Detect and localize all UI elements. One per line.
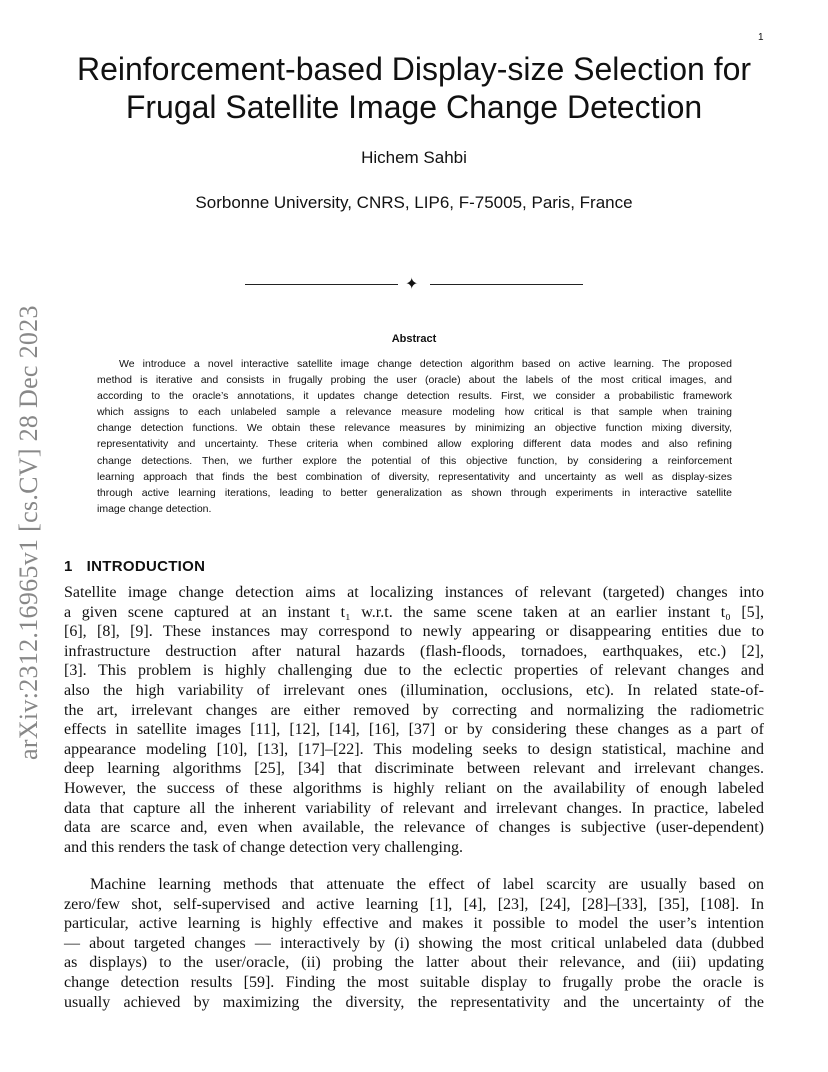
abstract-line: We introduce a novel interactive satellite image change detection algorithm based on active learning. The proposed xyxy=(119,358,732,370)
abstract-line: change detection functions. We obtain these relevance measures by minimizing an objective function mixing diversity, xyxy=(97,422,732,435)
paragraph-line: [6], [8], [9]. These instances may correspond to newly appearing or disappearing entities due to xyxy=(64,623,764,641)
paragraph-line: — about targeted changes — interactively by (i) showing the most critical unlabeled data (dubbed xyxy=(64,934,764,952)
title-separator xyxy=(245,275,583,295)
introduction-paragraph-1 xyxy=(64,583,764,857)
abstract-body xyxy=(97,356,732,517)
separator-diamond-icon: ✦ xyxy=(405,274,419,293)
paragraph-line: and this renders the task of change detection very challenging. xyxy=(64,838,463,856)
paragraph-line: Machine learning methods that attenuate the effect of label scarcity are usually based on xyxy=(90,876,764,893)
paper-title xyxy=(60,50,768,126)
abstract-line: change detections. Then, we further explore the potential of this objective function, by considering a reinforcement xyxy=(97,454,732,467)
paragraph-line: data are scarce and, even when available, the relevance of changes is subjective (user-dependent) xyxy=(64,819,764,837)
abstract-heading: Abstract xyxy=(391,333,437,345)
abstract-line: learning approach that finds the best combination of diversity, representativity and uncertainty as well as display-sizes xyxy=(97,470,732,483)
section-title: INTRODUCTION xyxy=(86,558,206,575)
abstract-line: according to the oracle’s annotations, it updates change detection results. First, we consider a probabilistic framework xyxy=(97,390,732,403)
paragraph-line: Satellite image change detection aims at localizing instances of relevant (targeted) changes into xyxy=(64,584,764,601)
title-line-1: Reinforcement-based Display-size Selection for xyxy=(76,51,752,87)
author-affiliation: Sorbonne University, CNRS, LIP6, F-75005, Paris, France xyxy=(195,193,633,212)
introduction-paragraph-2 xyxy=(64,875,764,1012)
section-number: 1 xyxy=(64,558,73,575)
paragraph-line: infrastructure destruction after natural hazards (flash-floods, tornadoes, earthquakes, etc.) [2], xyxy=(64,642,764,660)
paragraph-line: [3]. This problem is highly challenging due to the eclectic properties of relevant changes and xyxy=(64,662,764,680)
paragraph-line: appearance modeling [10], [13], [17]–[22]. This modeling seeks to design statistical, machine and xyxy=(64,740,764,758)
paragraph-line: as displays) to the user/oracle, (ii) probing the latter about their relevance, and (iii) updating xyxy=(64,954,764,972)
paragraph-line: data that capture all the inherent variability of relevant and irrelevant changes. In practice, labeled xyxy=(64,799,764,817)
paragraph-line: deep learning algorithms [25], [34] that discriminate between relevant and irrelevant changes. xyxy=(64,760,764,778)
abstract-line: method is iterative and consists in frugally probing the user (oracle) about the labels of the most critical images, and xyxy=(97,374,732,387)
author-name: Hichem Sahbi xyxy=(361,148,467,167)
separator-line-left xyxy=(245,284,398,285)
paragraph-line: effects in satellite images [11], [12], [14], [16], [37] or by considering these changes as a part of xyxy=(64,721,764,739)
paragraph-line: particular, active learning is highly effective and makes it possible to model the user’s intention xyxy=(64,915,764,933)
paragraph-line: However, the success of these algorithms is highly reliant on the availability of enough labeled xyxy=(64,779,764,797)
paragraph-line: zero/few shot, self-supervised and active learning [1], [4], [23], [24], [28]–[33], [35], [108]. In xyxy=(64,895,764,913)
section-heading-introduction xyxy=(64,558,205,575)
paragraph-line: a given scene captured at an instant t₁ w.r.t. the same scene taken at an earlier instant t₀ [5], xyxy=(64,603,764,621)
arxiv-identifier-stamp: arXiv:2312.16965v1 [cs.CV] 28 Dec 2023 xyxy=(14,305,43,760)
abstract-line: representativity and uncertainty. These criteria when combined allow exploring different data modes and also refining xyxy=(97,438,732,451)
title-line-2: Frugal Satellite Image Change Detection xyxy=(125,89,703,125)
separator-line-right xyxy=(430,284,583,285)
paragraph-line: usually achieved by maximizing the diversity, the representativity and the uncertainty of the xyxy=(64,993,764,1011)
abstract-line: which assigns to each unlabeled sample a relevance measure modeling how critical is that sample when training xyxy=(97,406,732,419)
paragraph-line: also the high variability of irrelevant ones (illumination, occlusions, etc). In related state-of- xyxy=(64,681,764,699)
paragraph-line: the art, irrelevant changes are either removed by correcting and normalizing the radiometric xyxy=(64,701,764,719)
paragraph-line: change detection results [59]. Finding the most suitable display to frugally probe the oracle is xyxy=(64,973,764,991)
abstract-line: through active learning iterations, leading to better generalization as shown through experiments in interactive satellite xyxy=(97,486,732,499)
page-number: 1 xyxy=(758,32,764,43)
abstract-line: image change detection. xyxy=(97,502,212,515)
